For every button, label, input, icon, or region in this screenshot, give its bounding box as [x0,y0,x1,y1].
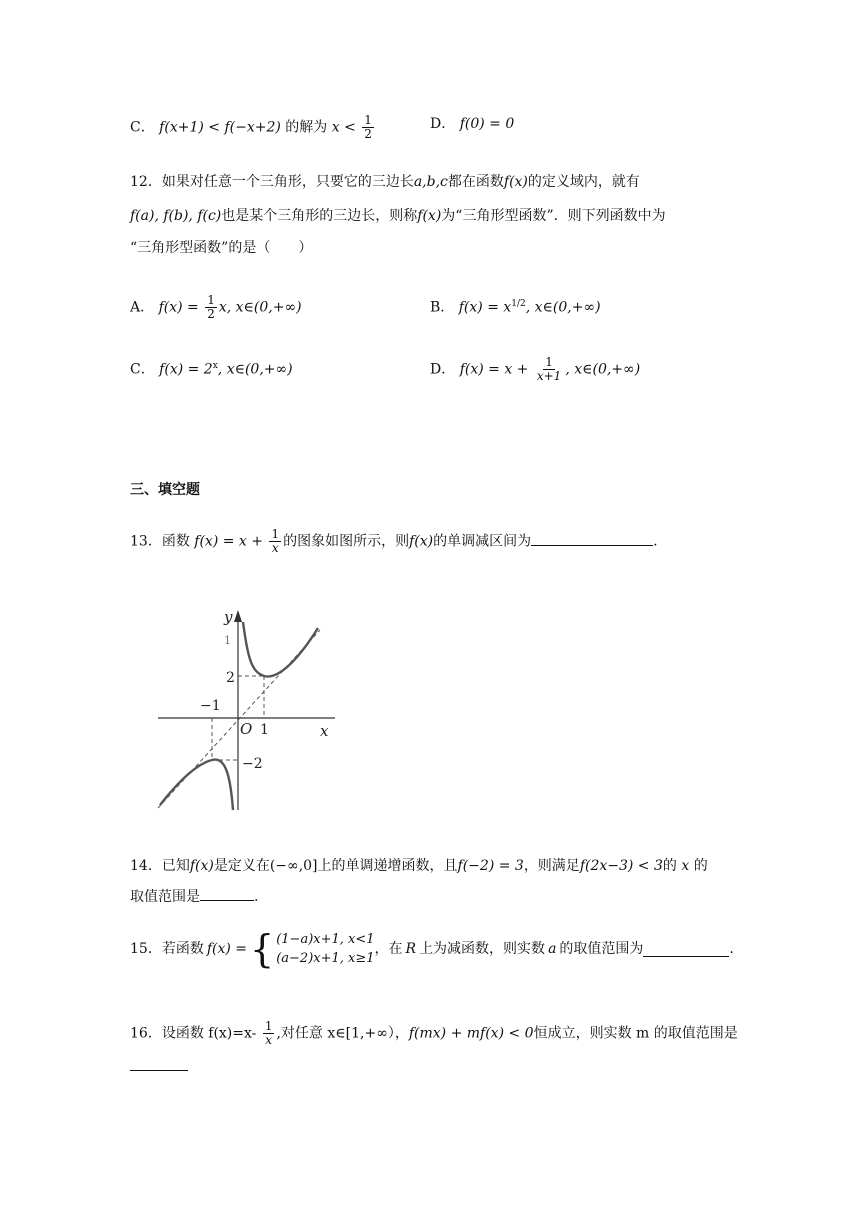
question-text: 12．如果对任意一个三角形，只要它的三边长 [130,174,414,190]
math-expr: f(x) [189,858,214,874]
fraction [269,528,281,555]
case-2: (a−2)x+1, x≥1 [276,951,375,966]
q11-option-d [430,114,514,134]
fraction-denominator: 2 [207,307,215,321]
question-text: 16．设函数 f(x)=x- [130,1025,257,1042]
option-label: C． [130,119,155,136]
question-text: 上的单调递增函数，且 [317,858,458,874]
question-text: 的取值范围为 [559,941,644,957]
function-graph [150,600,350,815]
math-expr: f(0) = 0 [459,116,515,132]
q16-line-2 [130,1056,188,1077]
punctuation: . [729,941,734,957]
math-expr: f(mx) + mf(x) < 0 [408,1025,534,1042]
exponent: 1/2 [511,299,526,309]
section-title: 三、填空题 [130,482,200,498]
small-mark: 1 [224,634,231,647]
fraction [263,1020,275,1047]
q15-line [130,927,734,971]
math-expr: f(x) = [206,941,248,957]
punctuation: . [254,889,259,905]
question-text: 的定义域内，就有 [527,174,640,190]
q11-option-c [130,114,376,141]
tick-y-pos: 2 [226,670,235,686]
question-text: 15．若函数 [130,941,204,957]
question-text: 的单调减区间为 [433,533,532,550]
fraction [362,114,374,141]
math-expr: x < [331,119,356,136]
math-expr: f(x) = [158,299,199,316]
math-expr: a [548,941,557,957]
q12-line-1 [130,172,640,192]
fraction [205,294,217,321]
question-text: 14．已知 [130,858,190,874]
question-text: 为“三角形型函数”．则下列函数中为 [441,208,666,224]
math-expr: f(−2) = 3 [457,858,524,874]
fraction-denominator: x [271,541,279,555]
math-expr: f(x) [409,533,434,550]
option-label: C． [130,361,155,378]
math-expr: f(x) = x + [194,533,263,550]
fraction-denominator: x [265,1033,273,1047]
fraction-numerator: 1 [545,355,553,369]
math-expr: , x∈(0,+∞) [525,299,601,316]
math-expr: R [405,941,417,957]
math-expr: f(x) = x + [459,361,529,378]
question-text: 也是某个三角形的三边长，则称 [221,208,418,224]
q12-option-a [130,294,302,321]
y-axis-label: y [224,608,233,626]
q14-line-1 [130,856,708,876]
math-expr: f(x) = x [458,299,512,316]
question-text: 的图象如图所示，则 [283,533,410,550]
question-text: 是定义在 [213,858,270,874]
question-text: 上为减函数，则实数 [419,941,546,957]
origin-label: O [240,720,253,738]
math-expr: f(x) [417,208,442,224]
question-text: 取值范围是 [130,889,200,905]
answer-blank[interactable] [130,1056,188,1071]
option-label: D． [430,116,456,132]
option-label: D． [430,361,456,378]
question-text: ，在 [374,941,403,957]
tick-y-neg: −2 [242,756,263,772]
question-text: 都在函数 [447,174,504,190]
math-expr: a,b,c [413,174,448,190]
piecewise-cases [276,930,374,968]
fraction-numerator: 1 [271,527,280,541]
math-expr: f(a), f(b), f(c) [130,208,222,224]
q12-line-3 [130,238,312,258]
exponent: x [212,361,218,371]
fraction-numerator: 1 [207,293,215,307]
math-expr: , x∈(0,+∞) [217,361,293,378]
fraction-numerator: 1 [364,113,372,127]
q12-option-c [130,356,293,380]
math-expr: x [681,858,690,874]
q16-line-1 [130,1020,738,1047]
option-text: 的解为 [285,119,328,136]
option-label: B． [430,299,455,316]
y-axis-arrow [234,610,242,622]
question-text: “三角形型函数”的是（ ） [130,240,313,256]
math-expr: , x∈(0,+∞) [565,361,641,378]
question-text: 13．函数 [130,533,190,550]
fraction-denominator: x+1 [536,369,562,383]
question-text: 恒成立，则实数 m 的取值范围是 [533,1025,738,1042]
q12-line-2 [130,206,666,226]
curve-left-branch [160,760,233,810]
fraction [535,356,563,383]
x-axis-label: x [320,722,329,740]
q13-line [130,528,658,555]
math-expr: f(2x−3) < 3 [579,858,663,874]
case-1: (1−a)x+1, x<1 [276,932,375,947]
q14-line-2 [130,886,258,907]
curve-right-branch [243,622,318,677]
answer-blank[interactable] [643,942,729,957]
math-expr: f(x) = 2 [159,361,213,378]
question-text: ，则满足 [523,858,580,874]
math-expr: f(x) [503,174,528,190]
left-brace: { [250,927,275,971]
tick-x-pos: 1 [260,722,269,738]
fraction-numerator: 1 [264,1019,273,1033]
fraction-denominator: 2 [364,127,372,141]
math-expr: (−∞,0] [269,858,318,874]
q12-option-d [430,356,640,383]
punctuation: . [653,533,658,550]
question-text: 的 [662,858,677,874]
question-text: ,对任意 x∈[1,+∞）， [276,1025,409,1042]
piecewise-wrap [130,927,734,971]
question-text: 的 [693,858,708,874]
answer-blank[interactable] [200,886,254,901]
tick-x-neg: −1 [200,698,221,714]
answer-blank[interactable] [531,531,653,546]
option-label: A． [130,299,155,316]
q12-option-b [430,294,601,318]
math-expr: f(x+1) < f(−x+2) [159,119,281,136]
math-expr: x, x∈(0,+∞) [218,299,302,316]
